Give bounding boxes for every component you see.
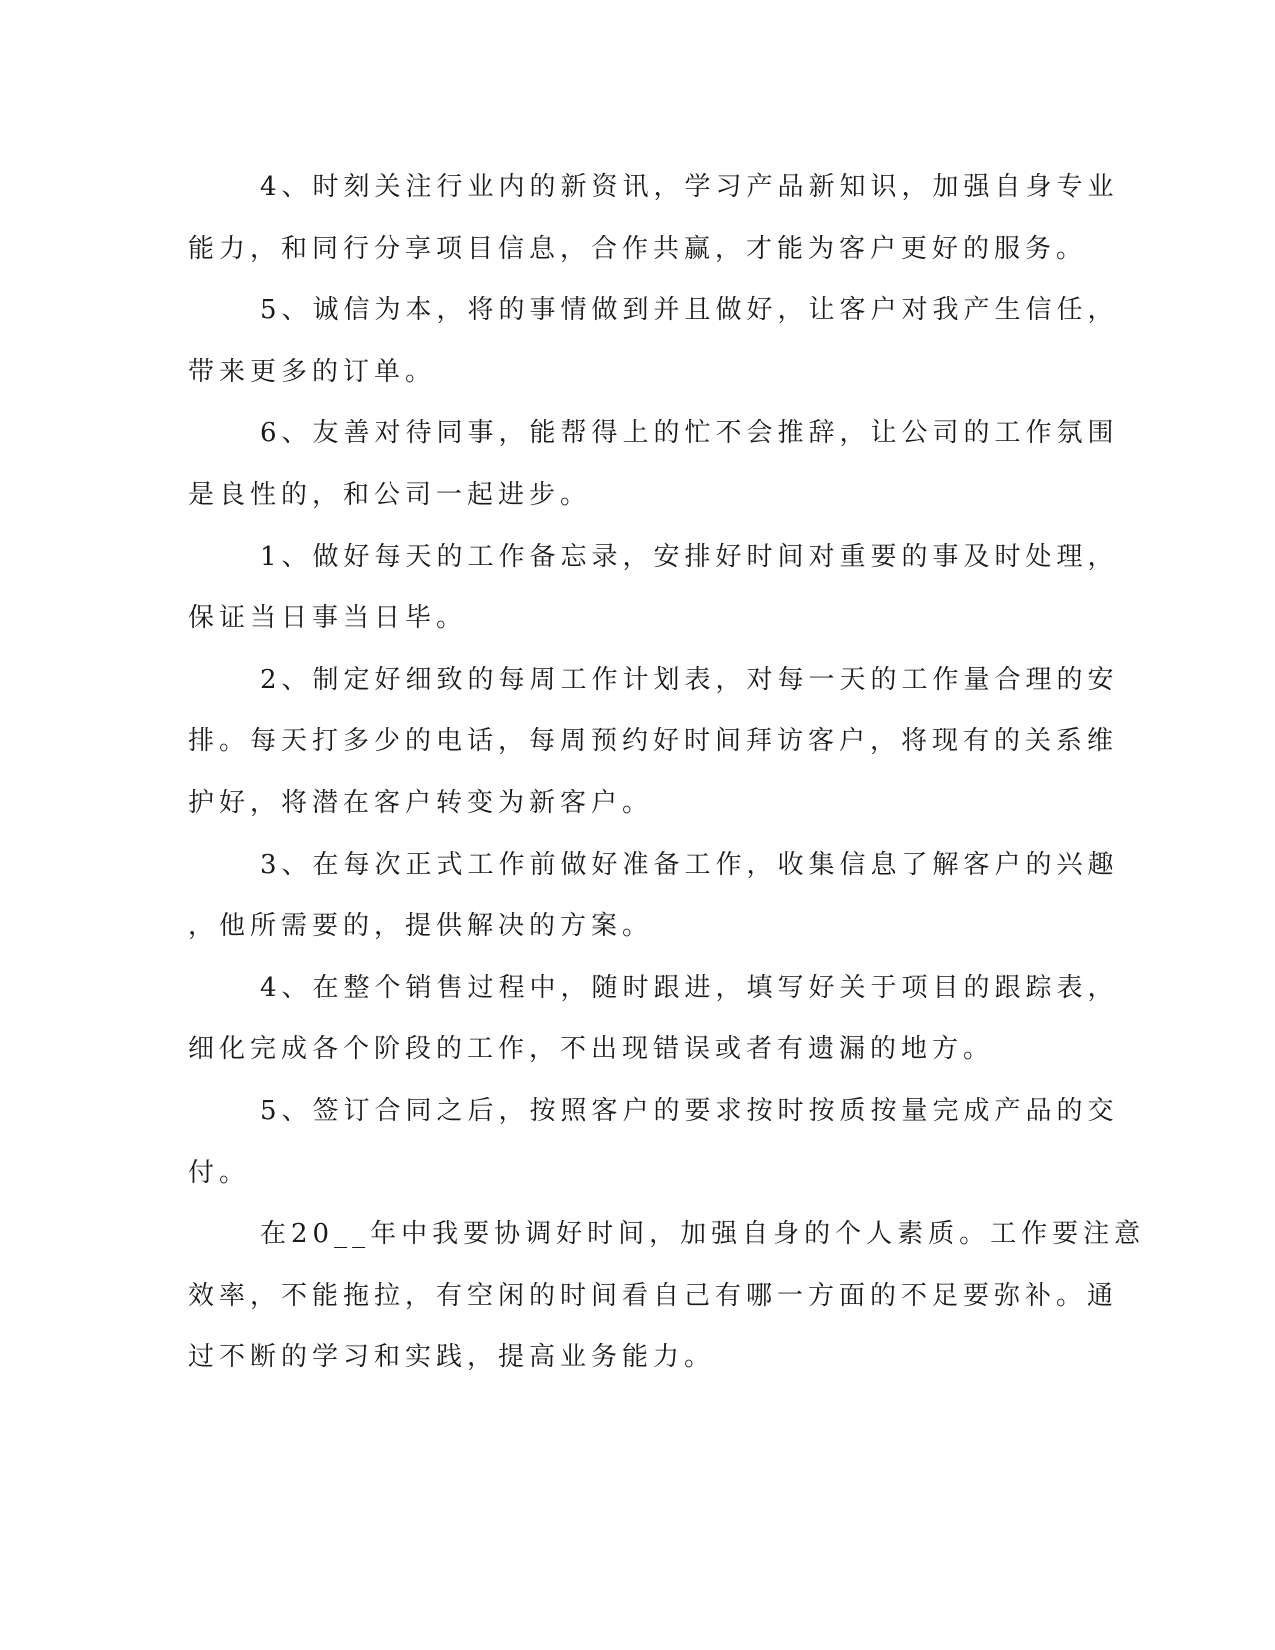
text-line: 带来更多的订单。 [188, 356, 437, 387]
text-line: 3、在每次正式工作前做好准备工作，收集信息了解客户的兴趣 [260, 849, 1119, 880]
text-line: 5、诚信为本，将的事情做到并且做好，让客户对我产生信任， [260, 295, 1119, 326]
text-line: 2、制定好细致的每周工作计划表，对每一天的工作量合理的安 [260, 664, 1119, 695]
text-line: 6、友善对待同事，能帮得上的忙不会推辞，让公司的工作氛围 [260, 418, 1119, 449]
text-line: 细化完成各个阶段的工作，不出现错误或者有遗漏的地方。 [188, 1034, 995, 1065]
text-line: 能力，和同行分享项目信息，合作共赢，才能为客户更好的服务。 [188, 233, 1088, 264]
text-line: ，他所需要的，提供解决的方案。 [188, 911, 654, 942]
text-line: 保证当日事当日毕。 [188, 603, 468, 634]
document-body [188, 157, 1146, 1389]
text-line: 过不断的学习和实践，提高业务能力。 [188, 1342, 716, 1373]
text-line: 护好，将潜在客户转变为新客户。 [188, 787, 654, 818]
text-line: 5、签订合同之后，按照客户的要求按时按质按量完成产品的交 [260, 1095, 1119, 1126]
text-line: 排。每天打多少的电话，每周预约好时间拜访客户，将现有的关系维 [188, 726, 1119, 757]
text-line: 是良性的，和公司一起进步。 [188, 479, 592, 510]
text-line: 4、时刻关注行业内的新资讯，学习产品新知识，加强自身专业 [260, 172, 1119, 202]
text-line: 在20__年中我要协调好时间，加强自身的个人素质。工作要注意 [260, 1219, 1146, 1250]
text-line: 4、在整个销售过程中，随时跟进，填写好关于项目的跟踪表， [260, 972, 1119, 1003]
text-line: 效率，不能拖拉，有空闲的时间看自己有哪一方面的不足要弥补。通 [188, 1280, 1119, 1311]
text-line: 1、做好每天的工作备忘录，安排好时间对重要的事及时处理， [260, 541, 1119, 572]
text-line: 付。 [188, 1157, 251, 1188]
